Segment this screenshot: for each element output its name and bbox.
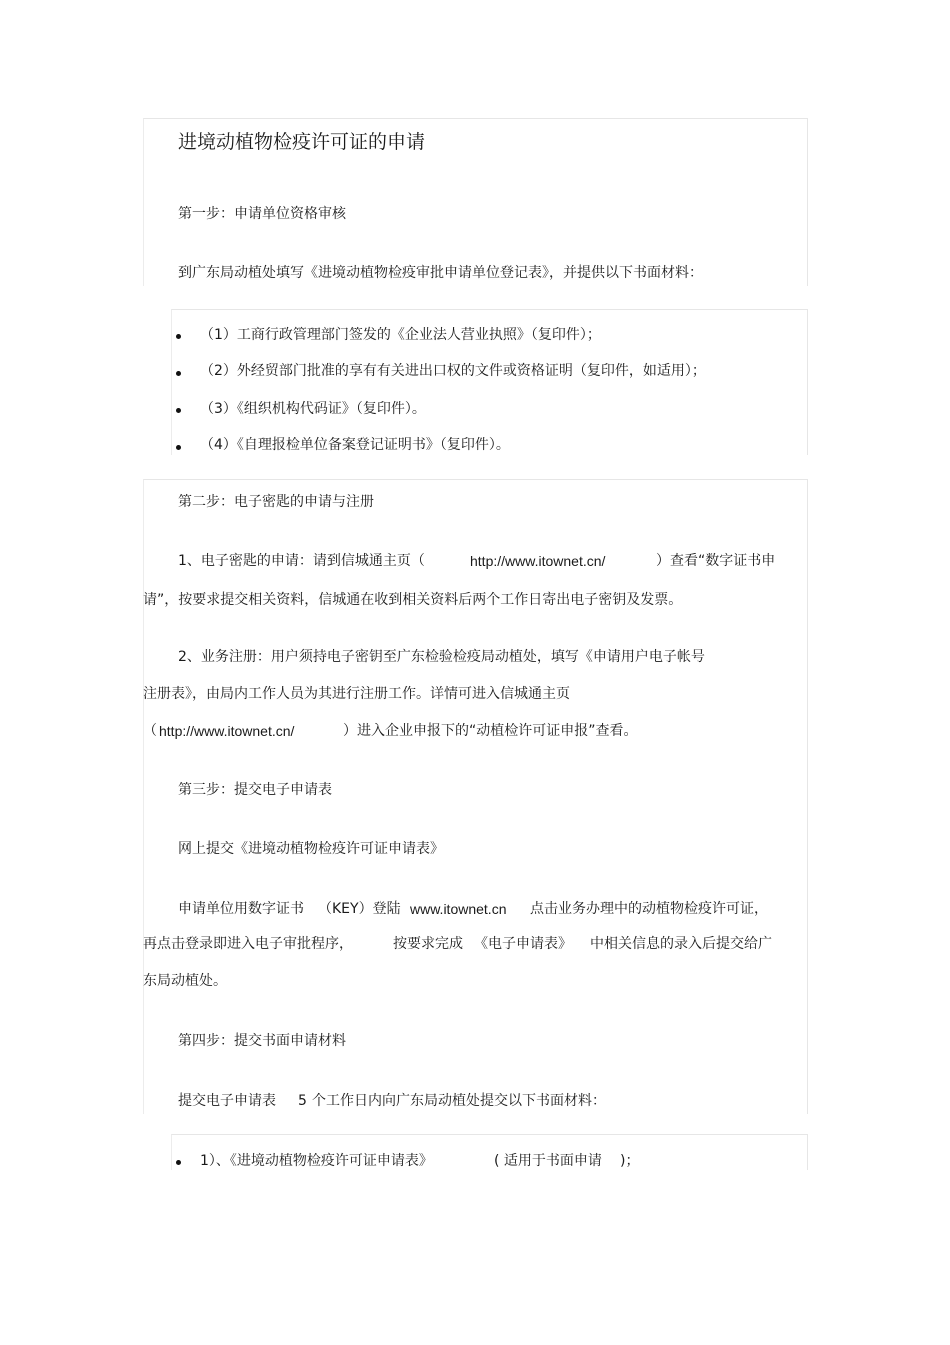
step3-p1: 网上提交《进境动植物检疫许可证申请表》 bbox=[178, 841, 444, 857]
step4-item-1-c: )； bbox=[620, 1153, 640, 1169]
step2-p1-text-a: 1、电子密匙的申请：请到信城通主页（ bbox=[178, 553, 425, 569]
step2-p2-open-paren: （ bbox=[143, 723, 157, 739]
step2-heading: 第二步：电子密匙的申请与注册 bbox=[178, 494, 374, 510]
step1-item-2: （2）外经贸部门批准的享有有关进出口权的文件或资格证明（复印件，如适用）； bbox=[200, 363, 706, 379]
step1-item-3: （3）《组织机构代码证》（复印件）。 bbox=[200, 401, 426, 417]
bullet-icon bbox=[176, 445, 181, 450]
step3-p2-link[interactable]: www.itownet.cn bbox=[410, 901, 507, 917]
step3-p2-text-b: 点击业务办理中的动植物检疫许可证， bbox=[530, 901, 768, 917]
bullet-icon bbox=[176, 334, 181, 339]
step2-p2-text-b: 注册表》，由局内工作人员为其进行注册工作。详情可进入信城通主页 bbox=[143, 686, 570, 702]
bullet-icon bbox=[176, 371, 181, 376]
step1-item-4: （4）《自理报检单位备案登记证明书》（复印件）。 bbox=[200, 437, 510, 453]
step1-intro: 到广东局动植处填写《进境动植物检疫审批申请单位登记表》，并提供以下书面材料： bbox=[178, 265, 703, 281]
step3-p2-text-f: 中相关信息的录入后提交给广 bbox=[590, 936, 772, 952]
document-title: 进境动植物检疫许可证的申请 bbox=[178, 131, 426, 153]
step4-intro-a: 提交电子申请表 bbox=[178, 1093, 276, 1109]
bullet-icon bbox=[176, 1160, 181, 1165]
step2-p1-link[interactable]: http://www.itownet.cn/ bbox=[470, 553, 606, 569]
step1-item-1: （1）工商行政管理部门签发的《企业法人营业执照》（复印件）； bbox=[200, 327, 601, 343]
step3-heading: 第三步：提交电子申请表 bbox=[178, 782, 332, 798]
step1-heading: 第一步：申请单位资格审核 bbox=[178, 206, 346, 222]
step2-p1-text-c: 请”，按要求提交相关资料，信城通在收到相关资料后两个工作日寄出电子密钥及发票。 bbox=[143, 592, 683, 608]
step2-p1-text-b: ）查看“数字证书申 bbox=[656, 553, 776, 569]
step3-p2-key: （KEY）登陆 bbox=[318, 901, 401, 917]
step3-p2-text-e: 《电子申请表》 bbox=[474, 936, 572, 952]
bullet-icon bbox=[176, 408, 181, 413]
step3-p2-text-g: 东局动植处。 bbox=[143, 973, 227, 989]
step4-item-1-b: ( 适用于书面申请 bbox=[494, 1153, 602, 1169]
step2-p2-text-d: ）进入企业申报下的“动植检许可证申报”查看。 bbox=[343, 723, 638, 739]
step4-intro-number: 5 bbox=[298, 1093, 307, 1109]
step4-item-1-a: 1）、《进境动植物检疫许可证申请表》 bbox=[200, 1153, 433, 1169]
step3-p2-text-a: 申请单位用数字证书 bbox=[178, 901, 304, 917]
step3-p2-text-d: 按要求完成 bbox=[393, 936, 463, 952]
step3-p2-text-c: 再点击登录即进入电子审批程序， bbox=[143, 936, 353, 952]
step4-intro-b: 个工作日内向广东局动植处提交以下书面材料： bbox=[312, 1093, 606, 1109]
step2-p2-link[interactable]: http://www.itownet.cn/ bbox=[159, 723, 295, 739]
step2-p2-text-a: 2、业务注册：用户须持电子密钥至广东检验检疫局动植处，填写《申请用户电子帐号 bbox=[178, 649, 705, 665]
step4-heading: 第四步：提交书面申请材料 bbox=[178, 1033, 346, 1049]
